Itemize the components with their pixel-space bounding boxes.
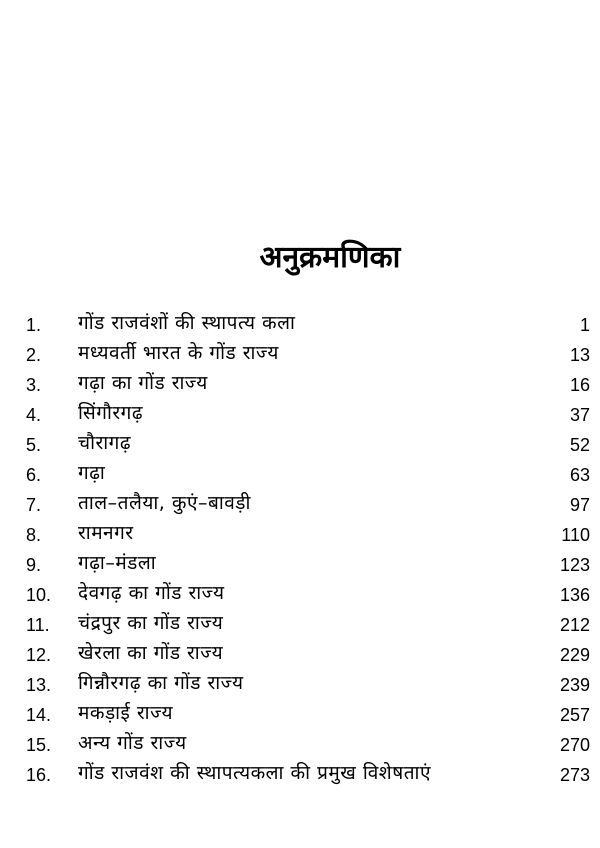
toc-entry-title: देवगढ़ का गोंड राज्य: [78, 582, 225, 604]
toc-entry-page: 13: [569, 345, 590, 365]
toc-entry-number: 6.: [26, 465, 42, 485]
toc-entry-number: 16.: [26, 765, 52, 785]
toc-entry-number: 2.: [26, 345, 42, 365]
toc-entry-title: मकड़ाई राज्य: [78, 702, 173, 724]
toc-entry-title: ताल–तलैया, कुएं–बावड़ी: [78, 492, 251, 514]
toc-entry-number: 12.: [26, 645, 52, 665]
toc-entry-page: 37: [569, 405, 590, 425]
toc-entry: [0, 490, 600, 520]
toc-entry: [0, 700, 600, 730]
toc-entry-page: 229: [559, 645, 590, 665]
toc-entry-page: 257: [559, 705, 590, 725]
toc-entry-title: चंद्रपुर का गोंड राज्य: [78, 612, 224, 634]
toc-entry-number: 3.: [26, 375, 42, 395]
toc-entry-number: 15.: [26, 735, 52, 755]
toc-entry: [0, 670, 600, 700]
toc-entry-title: गिन्नौरगढ़ का गोंड राज्य: [78, 672, 244, 694]
toc-entry-number: 1.: [26, 315, 42, 335]
toc-entry: [0, 640, 600, 670]
toc-entry: [0, 550, 600, 580]
toc-entry-title: रामनगर: [78, 522, 134, 544]
toc-entry: [0, 370, 600, 400]
toc-entry-number: 9.: [26, 555, 42, 575]
page-title: अनुक्रमणिका: [259, 240, 401, 275]
toc-entry-page: 123: [559, 555, 590, 575]
toc-entry-title: गढ़ा–मंडला: [78, 552, 157, 574]
toc-entry-page: 16: [569, 375, 590, 395]
toc-entry: [0, 340, 600, 370]
toc-entry-page: 212: [559, 615, 590, 635]
toc-entry-title: गढ़ा का गोंड राज्य: [78, 372, 208, 394]
toc-entry-page: 97: [569, 495, 590, 515]
toc-entry-title: गढ़ा: [78, 462, 106, 484]
toc-entry-page: 239: [559, 675, 590, 695]
toc-entry-number: 14.: [26, 705, 52, 725]
toc-entry-title: खेरला का गोंड राज्य: [78, 642, 224, 664]
table-of-contents: [0, 310, 600, 790]
toc-entry-page: 270: [559, 735, 590, 755]
toc-entry: [0, 400, 600, 430]
toc-entry-number: 11.: [26, 615, 50, 635]
toc-entry: [0, 460, 600, 490]
toc-entry-number: 7.: [26, 495, 42, 515]
toc-entry: [0, 760, 600, 790]
toc-entry: [0, 310, 600, 340]
toc-entry: [0, 580, 600, 610]
toc-entry-title: गोंड राजवंश की स्थापत्यकला की प्रमुख विशेषताएं: [78, 762, 431, 784]
toc-entry-number: 5.: [26, 435, 42, 455]
toc-entry: [0, 520, 600, 550]
toc-entry-title: चौरागढ़: [78, 432, 132, 454]
toc-entry-page: 52: [569, 435, 590, 455]
toc-entry-title: सिंगौरगढ़: [78, 402, 144, 424]
toc-entry-number: 8.: [26, 525, 42, 545]
toc-entry-title: मध्यवर्ती भारत के गोंड राज्य: [78, 342, 279, 364]
toc-entry-number: 10.: [26, 585, 52, 605]
toc-entry-number: 4.: [26, 405, 42, 425]
toc-entry-title: गोंड राजवंशों की स्थापत्य कला: [78, 312, 296, 334]
toc-entry-number: 13.: [26, 675, 52, 695]
toc-entry-page: 110: [561, 525, 590, 545]
toc-entry: [0, 430, 600, 460]
toc-entry-page: 136: [559, 585, 590, 605]
toc-entry: [0, 610, 600, 640]
toc-entry-title: अन्य गोंड राज्य: [78, 732, 187, 754]
toc-entry-page: 63: [569, 465, 590, 485]
toc-entry-page: 1: [579, 315, 590, 335]
toc-entry-page: 273: [559, 765, 590, 785]
toc-entry: [0, 730, 600, 760]
